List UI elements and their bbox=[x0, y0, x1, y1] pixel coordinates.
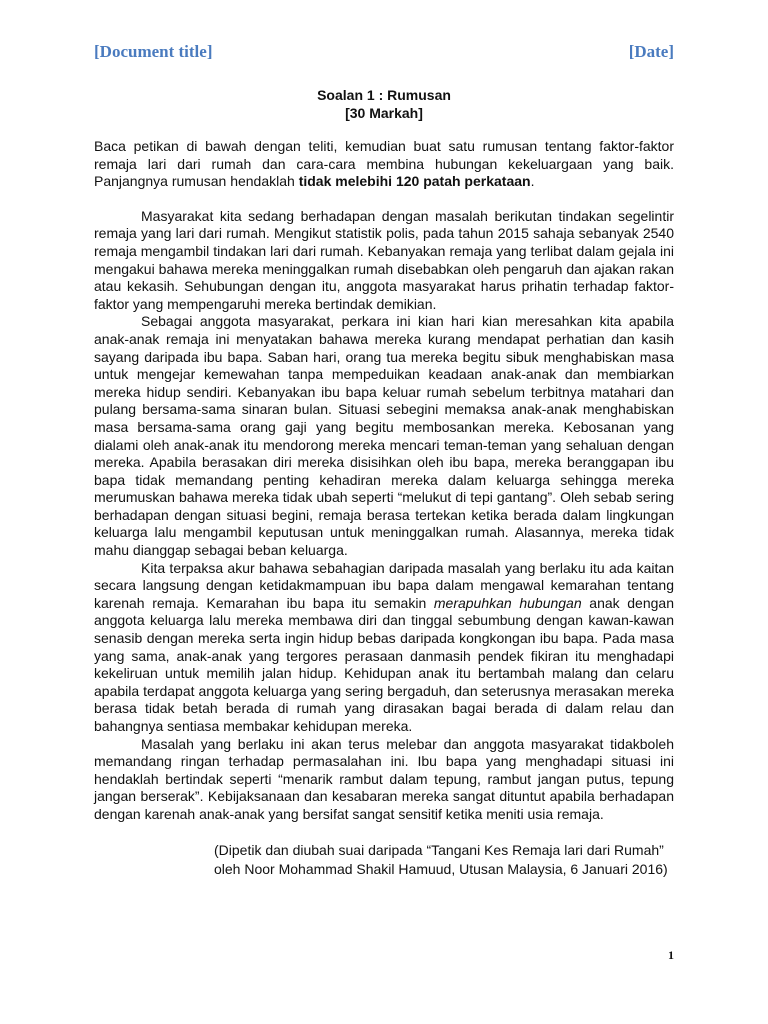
passage-paragraph-2: Sebagai anggota masyarakat, perkara ini kian hari kian meresahkan kita apabila anak-anak remaja ini menyatakan bahawa mereka kurang mendapat perhatian dan kasih sayang daripada ibu bapa. Saban hari, orang tua mereka begitu sibuk menghabiskan masa untuk mengejar kemewahan tanpa mempeduikan keadaan anak-anak dan membiarkan mereka hidup sendiri. Kebanyakan ibu bapa keluar rumah sebelum terbitnya matahari dan pulang bersama-sama sinaran bulan. Situasi sebegini memaksa anak-anak menghabiskan masa bersama-sama orang gaji yang begitu membosankan mereka. Kebosanan yang dialami oleh anak-anak itu mendorong mereka mencari teman-teman yang sehaluan dengan mereka. Apabila berasakan diri mereka disisihkan oleh ibu bapa, mereka beranggapan ibu bapa tidak memandang penting kehadiran mereka dalam keluarga sehingga mereka merumuskan bahawa mereka tidak ubah seperti “melukut di tepi gantang”. Oleh sebab sering berhadapan dengan situasi begini, remaja berasa tertekan ketika berada dalam lingkungan keluarga lalu mengambil keputusan untuk meninggalkan rumah. Alasannya, mereka tidak mahu dianggap sebagai beban keluarga. bbox=[94, 313, 674, 559]
passage-paragraph-4: Masalah yang berlaku ini akan terus melebar dan anggota masyarakat tidakboleh memandang ringan terhadap permasalahan ini. Ibu bapa yang menghadapi situasi ini hendaklah bertindak seperti “menarik rambut dalam tepung, rambut jangan putus, tepung jangan berserak”. Kebijaksanaan dan kesabaran mereka sangat dituntut apabila berhadapan dengan karenah anak-anak yang bersifat sangat sensitif ketika meniti usia remaja. bbox=[94, 735, 674, 822]
page-number: 1 bbox=[668, 948, 674, 962]
passage-paragraph-3 bbox=[94, 560, 674, 736]
paragraph-3-italic-phrase: merapuhkan hubungan bbox=[433, 594, 582, 611]
question-marks: [30 Markah] bbox=[345, 105, 423, 121]
source-line-2: oleh Noor Mohammad Shakil Hamuud, Utusan Malaysia, 6 Januari 2016) bbox=[214, 860, 668, 877]
passage-paragraph-1: Masyarakat kita sedang berhadapan dengan masalah berikutan tindakan segelintir remaja yang lari dari rumah. Mengikut statistik polis, pada tahun 2015 sahaja sebanyak 2540 remaja mengambil tindakan lari dari rumah. Kebanyakan remaja yang terlibat dalam gejala ini mengakui bahawa mereka meninggalkan rumah disebabkan oleh pengaruh dan ajakan rakan atau kekasih. Sehubungan dengan itu, anggota masyarakat harus prihatin terhadap faktor-faktor yang mempengaruhi mereka bertindak demikian. bbox=[94, 207, 674, 312]
instruction-period: . bbox=[530, 173, 535, 190]
source-line-1: (Dipetik dan diubah suai daripada “Tangani Kes Remaja lari dari Rumah” bbox=[214, 841, 664, 858]
paragraph-3-text-end: anak dengan anggota keluarga lalu mereka membawa diri dan tinggal sebumbung dengan kawan-kawan senasib dengan mereka serta ingin hidup bebas daripada kongkongan ibu bapa. Pada masa yang sama, anak-anak yang tergores perasaan danmasih pendek fikiran itu menghadapi kekeliruan untuk memilih jalan hidup. Kehidupan anak itu bertambah malang dan celaru apabila terdapat anggota keluarga yang sering bergaduh, dan seterusnya merasakan mereka berasa tidak betah berada di rumah yang dirasakan bagai berada di dalam relau dan bahangnya sentiasa membakar kehidupan mereka. bbox=[94, 594, 674, 734]
date-placeholder: [Date] bbox=[628, 42, 674, 61]
paragraph-3-text-start: Kita terpaksa akur bahawa sebahagian daripada masalah yang berlaku itu ada kaitan secara langsung dengan ketidakmampuan ibu bapa dalam mengawal kemarahan tentang karenah remaja. Kemarahan ibu bapa itu semakin bbox=[94, 559, 674, 611]
instruction-word-limit: tidak melebihi 120 patah perkataan bbox=[298, 173, 531, 190]
document-body bbox=[94, 138, 674, 879]
page-header bbox=[94, 42, 674, 62]
instruction-text: Baca petikan di bawah dengan teliti, kemudian buat satu rumusan tentang faktor-faktor remaja lari dari rumah dan cara-cara membina hubungan kekeluargaan yang baik. Panjangnya rumusan hendaklah bbox=[94, 138, 674, 190]
question-heading bbox=[94, 86, 674, 122]
instruction-paragraph bbox=[94, 138, 674, 191]
document-title-placeholder: [Document title] bbox=[94, 42, 213, 61]
source-citation bbox=[94, 841, 674, 879]
question-title: Soalan 1 : Rumusan bbox=[317, 87, 451, 103]
